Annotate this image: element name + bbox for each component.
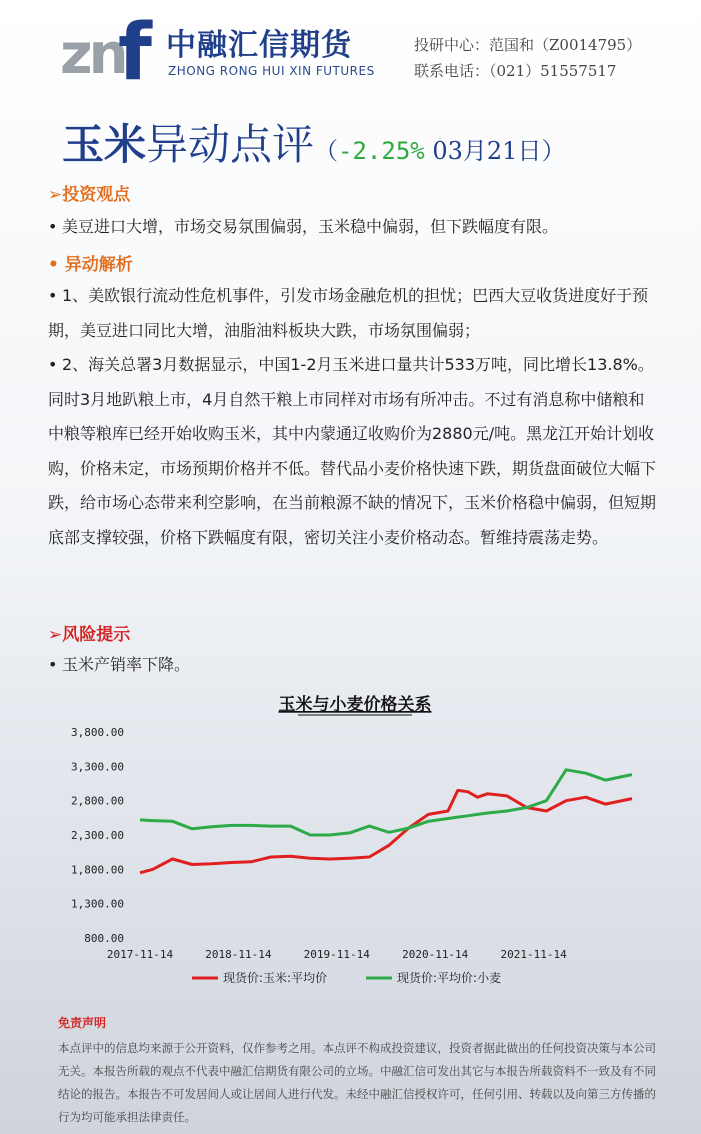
bullet: •	[48, 655, 58, 674]
x-tick-label: 2021-11-14	[500, 948, 567, 961]
x-tick-label: 2019-11-14	[303, 948, 370, 961]
contact-analyst: 投研中心：范国和（Z0014795）	[414, 36, 642, 54]
title-commodity: 玉米	[62, 120, 147, 169]
title-type: 异动点评	[146, 120, 315, 169]
risk-body: 玉米产销率下降。	[62, 655, 191, 674]
disclaimer-heading: 免责声明	[58, 1016, 107, 1030]
logo-f-mark: f	[118, 8, 152, 98]
contact-phone: 联系电话：（021）51557517	[414, 62, 617, 80]
y-tick-label: 1,800.00	[71, 863, 124, 877]
risk-heading: ➢风险提示	[48, 625, 131, 645]
logo-zn-mark: zn	[60, 22, 125, 87]
bullet: •	[48, 286, 58, 305]
bullet: •	[48, 355, 58, 374]
company-name-cn: 中融汇信期货	[166, 28, 352, 63]
y-tick-label: 1,300.00	[71, 897, 124, 911]
legend-label: 现货价:平均价:小麦	[397, 971, 502, 985]
legend-label: 现货价:玉米:平均价	[223, 971, 328, 985]
investment-view-heading: ➢投资观点	[48, 185, 131, 205]
x-tick-label: 2020-11-14	[402, 948, 469, 961]
y-tick-label: 2,800.00	[71, 794, 124, 808]
bullet: •	[48, 217, 58, 236]
disclaimer-text: 本点评中的信息均来源于公开资料，仅作参考之用。本点评不构成投资建议，投资者据此做出的任何投资决策与本公司无关。本报告所载的观点不代表中融汇信期货有限公司的立场。中融汇信可发出其它与本报告所载资料不一致及有不同结论的报告。本报告不可发居间人或让居间人进行代发。未经中融汇信授权许可，任何引用、转载以及向第三方传播的行为均可能承担法律责任。	[58, 1041, 656, 1124]
y-tick-label: 800.00	[84, 932, 124, 945]
x-tick-label: 2017-11-14	[106, 948, 174, 961]
y-tick-label: 3,300.00	[71, 760, 124, 774]
company-name-en: ZHONG RONG HUI XIN FUTURES	[168, 64, 375, 78]
analysis-point-2-text: 2、海关总署3月数据显示，中国1-2月玉米进口量共计533万吨，同比增长13.8%。同时3月地趴粮上市，4月自然干粮上市同样对市场有所冲击。不过有消息称中储粮和中粮等粮库已经开始收购玉米，其中内蒙通辽收购价为2880元/吨。黑龙江开始计划收购，价格未定，市场预期价格并不低。替代品小麦价格快速下跌，期货盘面破位大幅下跌，给市场心态带来利空影响，在当前粮源不缺的情况下，玉米价格稳中偏弱，但短期底部支撑较强，价格下跌幅度有限，密切关注小麦价格动态。暂维持震荡走势。	[48, 355, 657, 547]
y-axis	[71, 726, 124, 945]
contact-info	[414, 32, 641, 84]
page-header	[0, 0, 701, 100]
chart-lines	[140, 770, 632, 873]
chart-title: 玉米与小麦价格关系	[278, 695, 432, 715]
page-title	[62, 112, 701, 172]
analysis-heading: • 异动解析	[48, 255, 133, 275]
title-paren-open: （	[314, 137, 339, 165]
x-tick-label: 2018-11-14	[205, 948, 272, 961]
series-line-2	[140, 770, 632, 835]
y-tick-label: 2,300.00	[71, 829, 124, 842]
chart-svg	[50, 688, 660, 993]
x-axis	[107, 948, 567, 961]
title-change-pct: -2.25%	[338, 137, 425, 165]
title-paren-close: ）	[541, 137, 566, 165]
price-chart	[50, 688, 660, 993]
chart-legend	[192, 970, 501, 985]
y-tick-label: 3,800.00	[71, 726, 124, 739]
analysis-point-1-text: 1、美欧银行流动性危机事件，引发市场金融危机的担忧；巴西大豆收货进度好于预期，美豆进口同比大增，油脂油料板块大跌，市场氛围偏弱；	[48, 286, 649, 340]
risk-text	[48, 648, 660, 683]
analysis-point-1	[48, 279, 660, 348]
disclaimer	[58, 1014, 658, 1129]
company-logo	[60, 8, 160, 98]
title-date: 03月21日	[424, 137, 542, 165]
investment-view-body: 美豆进口大增，市场交易氛围偏弱，玉米稳中偏弱，但下跌幅度有限。	[62, 217, 559, 236]
analysis-point-2	[48, 348, 660, 555]
investment-view-text	[48, 210, 660, 245]
